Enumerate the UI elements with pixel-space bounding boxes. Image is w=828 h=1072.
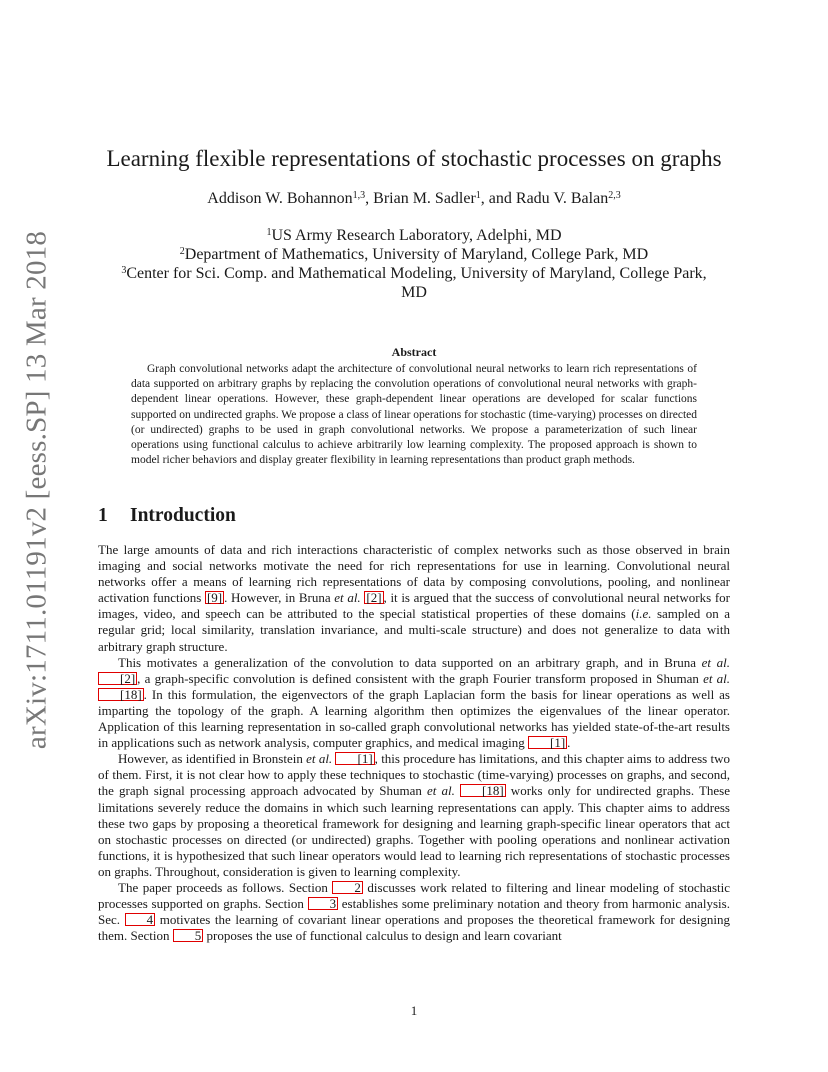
- citation-link[interactable]: [9]: [206, 590, 223, 606]
- author-name: Radu V. Balan: [515, 190, 609, 207]
- section-heading: [98, 505, 236, 527]
- section-link[interactable]: 3: [308, 897, 339, 910]
- paragraph: [98, 655, 730, 752]
- emphasis: et al.: [701, 654, 730, 670]
- abstract-heading: Abstract: [391, 345, 437, 359]
- text-run: . In this formulation, the eigenvectors of the graph Laplacian form the basis for linear operations as well as imparting the topology of the graph. A learning algorithm then optimizes the eigenvalues of the linear operator. Application of this learning representation in so-called graph convolutional networks has yielded state-of-the-art results in applications such as network analysis, computer graphics, and medical imaging: [98, 686, 730, 751]
- text-run: , it is argued that the success of convolutional neural networks for images, video, and speech can be attributed to the special statistical properties of these domains (: [98, 590, 731, 622]
- citation-link[interactable]: [18]: [98, 688, 144, 701]
- abstract-body: Graph convolutional networks adapt the architecture of convolutional neural networks to learn rich representations of data supported on arbitrary graphs by replacing the convolution operations of convolutional neural networks with graph-dependent linear operations. However, these graph-dependent linear operations are developed for scalar functions supported on undirected graphs. We propose a class of linear operations for stochastic (time-varying) processes on directed (or undirected) graphs to be used in graph convolutional networks. We propose a parameterization of such linear operations using functional calculus to achieve arbitrarily low learning complexity. The proposed approach is shown to model richer behaviors and display greater flexibility in learning representations than product graph methods.: [131, 363, 697, 467]
- text-run: The large amounts of data and rich interactions characteristic of complex networks such as those observed in brain imaging and social networks motivate the need for rich representations for use in learning. Convolutional neural networks offer a means of learning rich representations of data by composing convolutions, pooling, and nonlinear activation functions: [98, 542, 730, 606]
- text-run: , this procedure has limitations, and this chapter aims to address two of them. First, it is not clear how to apply these techniques to stochastic (time-varying) processes on graphs, and second, the graph signal processing approach advocated by Shuman: [98, 751, 731, 799]
- affiliation-line: [98, 245, 730, 264]
- section-body: [98, 542, 730, 944]
- section-title: Introduction: [130, 505, 236, 526]
- text-run: . However, in Bruna: [224, 590, 335, 606]
- emphasis: et al.: [427, 783, 455, 799]
- text-run: The paper proceeds as follows. Section: [118, 879, 333, 895]
- text-run: works only for undirected graphs. These limitations severely reduce the domains in which such learning representations can apply. This chapter aims to address these two gaps by proposing a theoretical framework for designing and learning graph-specific linear operators that act on stochastic processes on directed (or undirected) graphs. Together with pooling operations and nonlinear activation functions, it is hypothesized that such linear operators would lead to learning rich representations of stochastic processes on graphs. Throughout, consideration is given to learning complexity.: [98, 783, 731, 879]
- affiliation-marker: 2: [179, 246, 185, 257]
- affiliation-line: [98, 226, 730, 245]
- paragraph: [98, 880, 730, 944]
- emphasis: et al.: [334, 590, 361, 606]
- text-run: This motivates a generalization of the convolution to data supported on an arbitrary graph, and in Bruna: [118, 654, 702, 670]
- text-run: However, as identified in Bronstein: [118, 751, 307, 767]
- page-number: 1: [410, 1003, 418, 1018]
- emphasis: i.e.: [635, 606, 652, 622]
- paragraph: [98, 751, 730, 880]
- section-number: 1: [98, 505, 108, 526]
- author-name: Addison W. Bohannon: [207, 190, 353, 207]
- citation-link[interactable]: [1]: [335, 752, 374, 765]
- author-affiliation-marker: 1: [475, 190, 481, 201]
- author-name: Brian M. Sadler: [373, 190, 476, 207]
- citation-link[interactable]: [18]: [460, 784, 506, 797]
- author-affiliation-marker: 2,3: [608, 190, 621, 201]
- affiliation-marker: 3: [121, 265, 127, 276]
- text-run: motivates the learning of covariant linear operations and proposes the theoretical framework for designing them. Section: [98, 912, 730, 944]
- arxiv-sidebar-stamp: [2, 230, 72, 750]
- affiliation-text: Center for Sci. Comp. and Mathematical Modeling, University of Maryland, College Park,: [126, 265, 707, 282]
- author-affiliation-marker: 1,3: [352, 190, 366, 201]
- affiliation-text: US Army Research Laboratory, Adelphi, MD: [271, 227, 562, 244]
- affiliation-text: Department of Mathematics, University of Maryland, College Park, MD: [184, 246, 649, 263]
- section-link[interactable]: 2: [332, 881, 363, 894]
- author-separator: , and: [480, 190, 516, 207]
- arxiv-identifier: arXiv:1711.01191v2 [eess.SP] 13 Mar 2018: [20, 230, 53, 750]
- affiliation-line: [98, 264, 730, 283]
- paper-title: Learning flexible representations of stochastic processes on graphs: [106, 146, 722, 171]
- section-link[interactable]: 5: [173, 929, 204, 942]
- author-separator: ,: [365, 190, 374, 207]
- text-run: sampled on a regular grid; local similarity, translation invariance, and multi-scale structure) and does not generalize to data with arbitrary graph structure.: [98, 606, 731, 654]
- author-list: [0, 190, 828, 208]
- affiliation-text: MD: [401, 284, 427, 301]
- affiliation-line: [98, 283, 730, 302]
- emphasis: et al.: [703, 670, 731, 686]
- emphasis: et al.: [306, 751, 333, 767]
- text-run: .: [567, 735, 571, 751]
- paragraph: [98, 542, 730, 655]
- text-run: discusses work related to filtering and linear modeling of stochastic processes supported on graphs. Section: [98, 879, 730, 912]
- affiliation-marker: 1: [266, 227, 272, 238]
- citation-link[interactable]: [1]: [528, 736, 567, 749]
- text-run: proposes the use of functional calculus to design and learn covariant: [203, 928, 562, 944]
- text-run: establishes some preliminary notation and theory from harmonic analysis. Sec.: [98, 896, 730, 928]
- citation-link[interactable]: [2]: [366, 590, 382, 606]
- section-link[interactable]: 4: [125, 913, 156, 926]
- text-run: , a graph-specific convolution is defined consistent with the graph Fourier transform proposed in Shuman: [137, 670, 704, 686]
- citation-link[interactable]: [2]: [98, 672, 137, 685]
